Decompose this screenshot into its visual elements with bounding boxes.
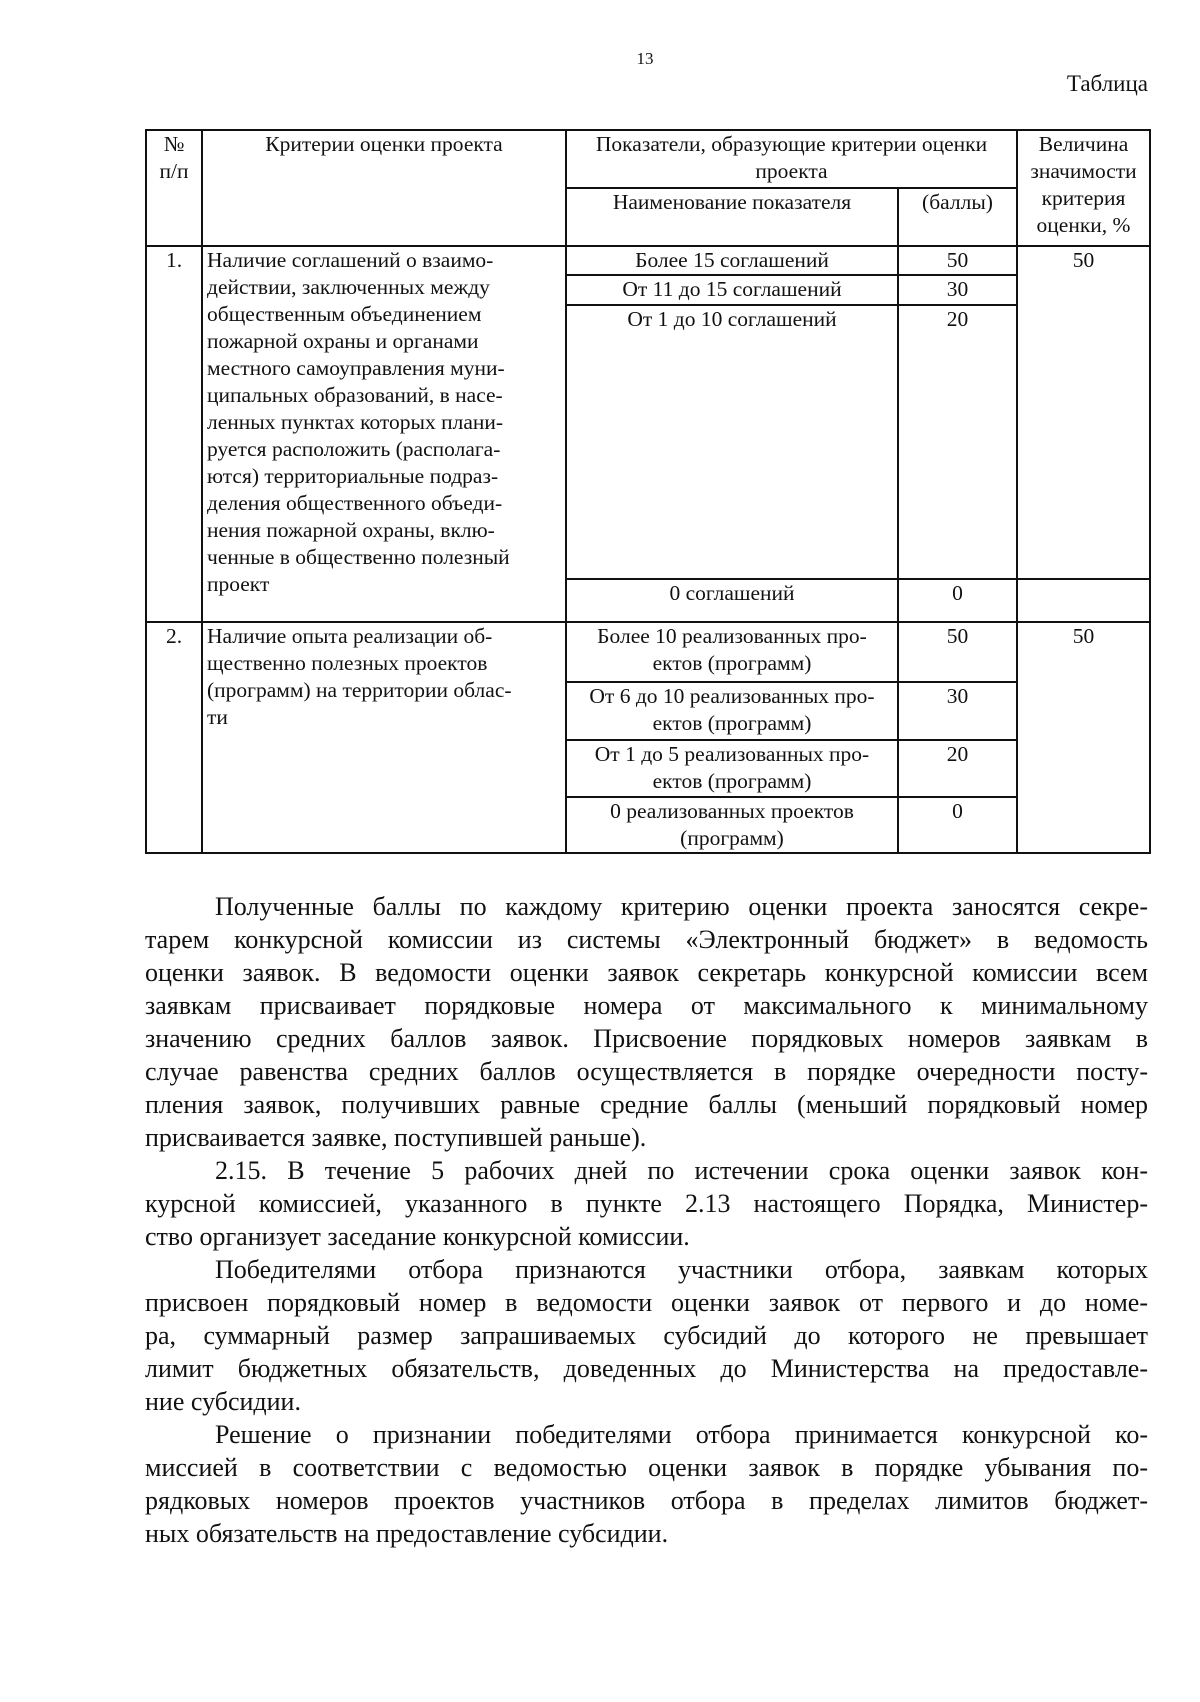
paragraph-line: ных обязательств на предоставление субсидии. [145,1519,669,1548]
indicator-name: От 1 до 10 соглашений [566,305,898,579]
paragraph-line: ра, суммарный размер запрашиваемых субсидий до которого не превышает [145,1321,1148,1350]
paragraph-line: оценки заявок. В ведомости оценки заявок секретарь конкурсной комиссии всем [145,958,1148,987]
paragraph [145,890,1148,1154]
indicator-name: 0 соглашений [566,579,898,622]
indicator-name: Более 15 соглашений [566,246,898,275]
paragraph [145,1154,1148,1253]
header-points: (баллы) [898,188,1017,246]
indicator-points: 20 [898,740,1017,797]
paragraph-line: случае равенства средних баллов осуществляется в порядке очередности посту- [145,1057,1148,1086]
indicator-points: 0 [898,797,1017,853]
table-caption: Таблица [1066,71,1148,96]
paragraph-line: ство организует заседание конкурсной комиссии. [145,1222,690,1251]
paragraph-line: ние субсидии. [145,1387,301,1416]
indicator-name: От 6 до 10 реализованных про- ектов (программ) [566,682,898,740]
indicator-points: 50 [898,622,1017,682]
empty-weight-cell [1017,579,1150,622]
indicator-points: 0 [898,579,1017,622]
indicator-name: От 11 до 15 соглашений [566,275,898,305]
paragraph-line: Полученные баллы по каждому критерию оценки проекта заносятся секре- [215,892,1148,921]
indicator-points: 20 [898,305,1017,579]
paragraph-line: Победителями отбора признаются участники отбора, заявкам которых [215,1255,1148,1284]
paragraph-line: курсной комиссией, указанного в пункте 2.13 настоящего Порядка, Министер- [145,1189,1148,1218]
header-num: № п/п [146,130,202,246]
row-num: 2. [146,622,202,853]
header-weight: Величина значимости критерия оценки, % [1017,130,1150,246]
row-weight: 50 [1017,622,1150,853]
page-number: 13 [636,49,654,68]
row-weight: 50 [1017,246,1150,579]
paragraph-line: 2.15. В течение 5 рабочих дней по истечении срока оценки заявок кон- [215,1156,1148,1185]
header-indicator-name: Наименование показателя [566,188,898,246]
header-criteria: Критерии оценки проекта [202,130,566,246]
paragraph-line: лимит бюджетных обязательств, доведенных до Министерства на предоставле- [145,1354,1148,1383]
table-row [146,246,1150,275]
row-num: 1. [146,246,202,622]
indicator-points: 50 [898,246,1017,275]
indicator-points: 30 [898,682,1017,740]
paragraph [145,1418,1148,1550]
table-row [146,622,1150,682]
paragraph-line: значению средних баллов заявок. Присвоение порядковых номеров заявкам в [145,1024,1148,1053]
row-criterion: Наличие опыта реализации об- щественно полезных проектов (программ) на территории облас- ти [202,622,566,853]
paragraph [145,1253,1148,1418]
paragraph-line: заявкам присваивает порядковые номера от максимального к минимальному [145,991,1148,1020]
indicator-points: 30 [898,275,1017,305]
paragraph-line: Решение о признании победителями отбора принимается конкурсной ко- [215,1420,1148,1449]
paragraph-line: присвоен порядковый номер в ведомости оценки заявок от первого и до номе- [145,1288,1148,1317]
indicator-name: От 1 до 5 реализованных про- ектов (программ) [566,740,898,797]
row-criterion: Наличие соглашений о взаимо- действии, заключенных между общественным объединением пожарной охраны и органами местного самоуправления муни- ципальных образований, в насе- ленных пунктах которых плани- руется расположить (располага- ются) территориальные подраз- деления общественного объеди- нения пожарной охраны, вклю- ченные в общественно полезный проект [202,246,566,622]
paragraph-line: присваивается заявке, поступившей раньше). [145,1123,647,1152]
paragraph-line: рядковых номеров проектов участников отбора в пределах лимитов бюджет- [145,1486,1148,1515]
paragraph-line: миссией в соответствии с ведомостью оценки заявок в порядке убывания по- [145,1453,1148,1482]
header-indicators: Показатели, образующие критерии оценки проекта [566,130,1017,188]
page-content [145,129,1149,1550]
indicator-name: 0 реализованных проектов (программ) [566,797,898,853]
paragraph-line: тарем конкурсной комиссии из системы «Электронный бюджет» в ведомость [145,925,1148,954]
body-text [145,890,1148,1550]
indicator-name: Более 10 реализованных про- ектов (программ) [566,622,898,682]
criteria-table [145,129,1151,854]
paragraph-line: пления заявок, получивших равные средние баллы (меньший порядковый номер [145,1090,1148,1119]
